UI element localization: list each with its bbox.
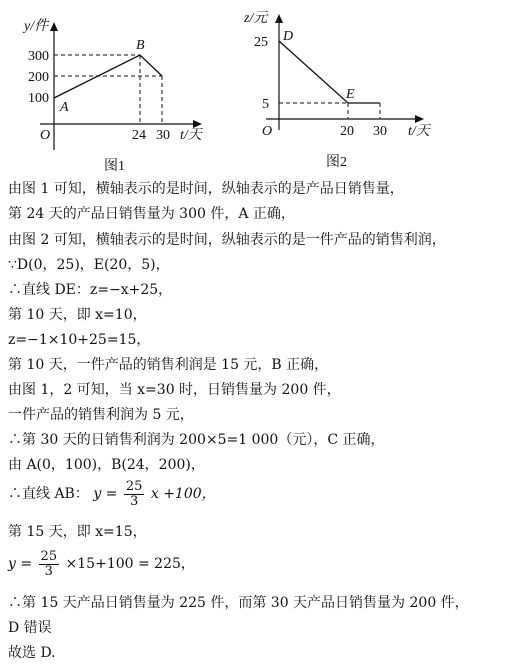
line-15-denominator: 3 xyxy=(44,563,53,579)
fig2-origin: O xyxy=(262,124,273,139)
line-15-numerator: 25 xyxy=(40,548,58,564)
solution-line-5: ∴直线 DE：z=−x+25， xyxy=(8,282,173,298)
solution-line-9: 由图 1，2 可知，当 x=30 时，日销售量为 200 件， xyxy=(8,382,341,398)
fig1-y-arrow xyxy=(50,22,58,31)
line-13-denominator: 3 xyxy=(129,493,139,509)
solution-line-10: 一件产品的销售利润为 5 元， xyxy=(8,407,194,423)
fig2-x-arrow xyxy=(415,115,424,123)
line-13-rest: x +100， xyxy=(150,486,216,502)
solution-line-15 xyxy=(8,548,195,580)
fig2-profit-line xyxy=(279,41,380,103)
fig1-ytick-100: 100 xyxy=(28,91,49,106)
fig2-y-arrow xyxy=(275,14,283,23)
fig1-xtick-24: 24 xyxy=(132,128,146,143)
solution-line-7: z=−1×10+25=15， xyxy=(8,332,151,348)
line-13-lhs: y = xyxy=(93,486,118,502)
fig1-ytick-300: 300 xyxy=(28,49,49,64)
solution-line-14: 第 15 天，即 x=15， xyxy=(8,524,147,540)
fig1-point-b: B xyxy=(136,38,145,53)
fig1-origin: O xyxy=(40,128,51,143)
solution-line-17: D 错误 xyxy=(8,620,52,636)
line-15-lhs: y = xyxy=(8,556,33,572)
line-13-numerator: 25 xyxy=(125,478,143,494)
solution-line-2: 第 24 天的产品日销售量为 300 件，A 正确， xyxy=(8,206,295,222)
solution-line-13 xyxy=(8,478,216,510)
fig1-caption: 图1 xyxy=(104,159,125,174)
solution-line-6: 第 10 天，即 x=10， xyxy=(8,307,147,323)
solution-line-11: ∴第 30 天的日销售利润为 200×5=1 000（元），C 正确， xyxy=(8,432,385,448)
line-13-fraction xyxy=(124,480,145,509)
solution-line-8: 第 10 天，一件产品的销售利润是 15 元，B 正确， xyxy=(8,357,329,373)
figure-1 xyxy=(0,0,514,175)
fig2-xtick-20: 20 xyxy=(340,124,354,139)
fig2-point-d: D xyxy=(283,29,294,44)
solution-line-16: ∴第 15 天产品日销售量为 225 件，而第 30 天产品日销售量为 200 件， xyxy=(8,595,469,611)
fig2-x-label: t/天 xyxy=(408,124,430,139)
fig1-xtick-30: 30 xyxy=(156,128,170,143)
solution-line-12: 由 A(0，100)，B(24，200)， xyxy=(8,457,205,473)
solution-line-4: ∵D(0，25)，E(20，5)， xyxy=(8,257,170,273)
solution-line-3: 由图 2 可知，横轴表示的是时间，纵轴表示的是一件产品的销售利润， xyxy=(8,232,446,248)
line-15-rest: ×15+100 = 225， xyxy=(65,556,195,572)
line-13-prefix: ∴直线 AB： xyxy=(8,486,89,502)
solution-line-1: 由图 1 可知，横轴表示的是时间，纵轴表示的是产品日销售量， xyxy=(8,181,404,197)
fig1-x-label: t/天 xyxy=(180,128,202,143)
fig2-ytick-5: 5 xyxy=(262,97,269,112)
fig2-y-label: z/元 xyxy=(244,11,268,26)
fig1-x-arrow xyxy=(193,120,202,128)
solution-line-18: 故选 D. xyxy=(8,645,56,661)
fig2-point-e: E xyxy=(346,87,355,102)
fig1-y-label: y/件 xyxy=(24,19,49,34)
fig2-ytick-25: 25 xyxy=(254,35,268,50)
fig1-ytick-200: 200 xyxy=(28,70,49,85)
fig2-caption: 图2 xyxy=(326,155,347,170)
fig1-point-a: A xyxy=(60,100,69,115)
line-15-fraction xyxy=(39,550,60,579)
fig2-xtick-30: 30 xyxy=(373,124,387,139)
